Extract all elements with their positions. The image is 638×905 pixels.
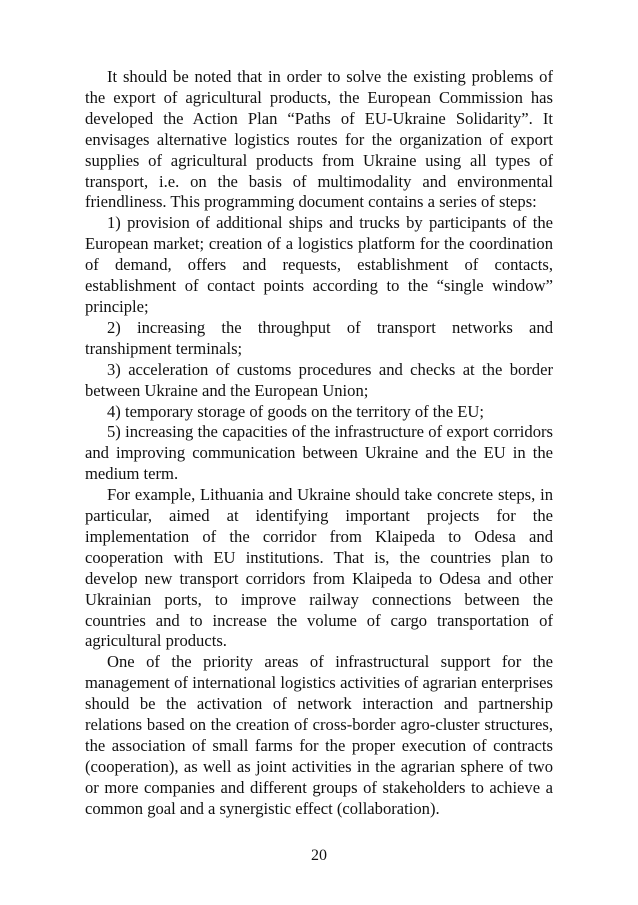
paragraph-example: For example, Lithuania and Ukraine should take concrete steps, in particular, aimed at identifying important projects for the implementation of the corridor from Klaipeda to Odesa and cooperation with EU institutions. That is, the countries plan to develop new transport corridors from Klaipeda to Odesa and other Ukrainian ports, to improve railway connections between the countries and to increase the volume of cargo transportation of agricultural products. xyxy=(85,485,553,651)
list-item-step-2: 2) increasing the throughput of transport networks and transhipment terminals; xyxy=(85,317,553,358)
paragraph-priority-areas: One of the priority areas of infrastructural support for the management of international logistics activities of agrarian enterprises should be the activation of network interaction and partnership relations based on the creation of cross-border agro-cluster structures, the association of small farms for the proper execution of contracts (cooperation), as well as joint activities in the agrarian sphere of two or more companies and different groups of stakeholders to achieve a common goal and a synergistic effect (collaboration). xyxy=(85,652,553,818)
page-body xyxy=(85,67,553,820)
list-item-step-1: 1) provision of additional ships and trucks by participants of the European market; creation of a logistics platform for the coordination of demand, offers and requests, establishment of contacts, establishment of contact points according to the “single window” principle; xyxy=(85,213,553,316)
list-item-step-4: 4) temporary storage of goods on the territory of the EU; xyxy=(107,401,484,421)
paragraph-intro: It should be noted that in order to solve the existing problems of the export of agricultural products, the European Commission has developed the Action Plan “Paths of EU-Ukraine Solidarity”. It envisages alternative logistics routes for the organization of export supplies of agricultural products from Ukraine using all types of transport, i.e. on the basis of multimodality and environmental friendliness. This programming document contains a series of steps: xyxy=(85,67,553,212)
page-number: 20 xyxy=(311,847,327,864)
list-item-step-3: 3) acceleration of customs procedures and checks at the border between Ukraine and the European Union; xyxy=(85,359,553,400)
list-item-step-5: 5) increasing the capacities of the infrastructure of export corridors and improving communication between Ukraine and the EU in the medium term. xyxy=(85,422,553,484)
